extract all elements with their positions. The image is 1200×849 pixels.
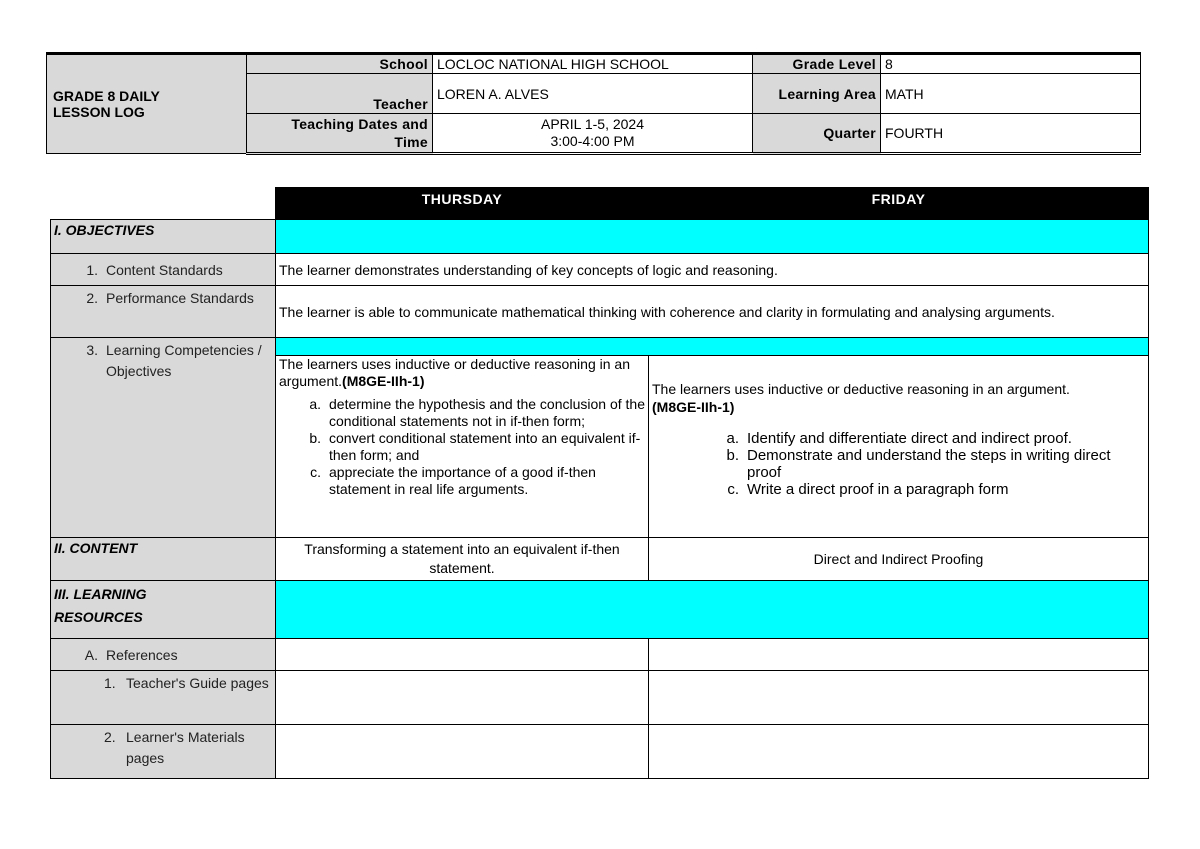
- references-marker: A.: [84, 646, 98, 663]
- performance-standards-label: [51, 286, 276, 338]
- log-title-line1: GRADE 8 DAILY: [53, 88, 160, 104]
- teaching-dates-label: [247, 114, 433, 154]
- log-title-line2: LESSON LOG: [53, 104, 145, 120]
- quarter-label: Quarter: [753, 114, 881, 154]
- teachers-guide-friday: [649, 671, 1149, 725]
- teacher-label: Teacher: [247, 74, 433, 114]
- list-item: [279, 430, 645, 464]
- corner-blank: [51, 188, 276, 220]
- competencies-thursday: [276, 356, 649, 538]
- teachers-guide-thursday: [276, 671, 649, 725]
- teachers-guide-label: [51, 671, 276, 725]
- teachers-guide-num: 1.: [104, 675, 116, 691]
- list-item-text: determine the hypothesis and the conclusion of the conditional statements not in if-then form;: [329, 396, 645, 429]
- list-item-text: convert conditional statement into an equivalent if-then form; and: [329, 430, 641, 463]
- competencies-num: 3.: [86, 342, 98, 358]
- list-item: [279, 396, 645, 430]
- content-standards-label: [51, 254, 276, 286]
- list-item-text: Identify and differentiate direct and indirect proof.: [747, 430, 1072, 447]
- grade-level-label: Grade Level: [753, 54, 881, 74]
- list-marker: c.: [310, 464, 321, 480]
- list-marker: a.: [309, 396, 321, 412]
- friday-competency-code: (M8GE-IIh-1): [652, 399, 735, 415]
- teaching-time-value: 3:00-4:00 PM: [550, 133, 635, 149]
- learning-area-value: MATH: [881, 74, 1141, 114]
- teaching-dates-label-line1: Teaching Dates and: [291, 116, 428, 132]
- list-item-text: Demonstrate and understand the steps in writing direct proof: [747, 447, 1111, 481]
- content-thursday: Transforming a statement into an equivalent if-then statement.: [276, 538, 649, 581]
- content-heading: II. CONTENT: [51, 538, 276, 581]
- competencies-highlight: [276, 338, 1149, 356]
- performance-standards-value: The learner is able to communicate mathematical thinking with coherence and clarity in formulating and analysing arguments.: [276, 286, 1149, 338]
- content-standards-text: Content Standards: [106, 261, 223, 278]
- grade-level-value: 8: [881, 54, 1141, 74]
- list-marker: b.: [309, 430, 321, 446]
- teaching-dates-value: [433, 114, 753, 154]
- references-thursday: [276, 639, 649, 671]
- list-marker: b.: [726, 447, 739, 464]
- content-friday: Direct and Indirect Proofing: [649, 538, 1149, 581]
- competencies-friday: [649, 356, 1149, 538]
- learners-materials-friday: [649, 725, 1149, 779]
- thursday-objectives-list: [279, 396, 645, 498]
- friday-intro-text: The learners uses inductive or deductive reasoning in an argument.: [652, 381, 1070, 397]
- competencies-thursday-intro: [279, 356, 645, 390]
- content-standards-num: 1.: [86, 261, 98, 278]
- learning-resources-heading: III. LEARNING RESOURCES: [51, 581, 276, 639]
- learners-materials-thursday: [276, 725, 649, 779]
- references-friday: [649, 639, 1149, 671]
- objectives-highlight: [276, 220, 1149, 254]
- quarter-value: FOURTH: [881, 114, 1141, 154]
- performance-standards-text: Performance Standards: [106, 290, 254, 306]
- learners-materials-label: [51, 725, 276, 779]
- learners-materials-num: 2.: [104, 729, 116, 745]
- competencies-label: [51, 338, 276, 538]
- school-label: School: [247, 54, 433, 74]
- day-header-friday: FRIDAY: [649, 188, 1149, 220]
- list-item: [652, 430, 1145, 447]
- competencies-text: Learning Competencies / Objectives: [106, 342, 262, 379]
- teaching-dates-value-line1: APRIL 1-5, 2024: [541, 116, 644, 132]
- thursday-intro-text: The learners uses inductive or deductive reasoning in an argument.: [279, 356, 630, 389]
- list-item: [652, 447, 1145, 481]
- lesson-log-table: [50, 187, 1149, 779]
- content-standards-value: The learner demonstrates understanding of key concepts of logic and reasoning.: [276, 254, 1149, 286]
- performance-standards-num: 2.: [86, 290, 98, 306]
- header-table: [46, 52, 1141, 155]
- teacher-value: LOREN A. ALVES: [433, 74, 753, 114]
- thursday-competency-code: (M8GE-IIh-1): [342, 373, 425, 389]
- day-header-thursday: THURSDAY: [276, 188, 649, 220]
- references-text: References: [106, 646, 178, 663]
- objectives-heading: I. OBJECTIVES: [51, 220, 276, 254]
- learning-resources-highlight: [276, 581, 1149, 639]
- list-item-text: Write a direct proof in a paragraph form: [747, 481, 1009, 498]
- learning-area-label: Learning Area: [753, 74, 881, 114]
- list-item: [279, 464, 645, 498]
- teaching-dates-label-line2: Time: [394, 134, 428, 150]
- list-marker: c.: [727, 481, 739, 498]
- list-marker: a.: [726, 430, 739, 447]
- friday-objectives-list: [652, 430, 1145, 498]
- list-item: [652, 481, 1145, 498]
- log-title: [47, 54, 247, 154]
- learners-materials-text: Learner's Materials pages: [126, 729, 245, 766]
- school-value: LOCLOC NATIONAL HIGH SCHOOL: [433, 54, 753, 74]
- references-label: [51, 639, 276, 671]
- teachers-guide-text: Teacher's Guide pages: [126, 675, 269, 691]
- competencies-friday-intro: [652, 380, 1145, 416]
- list-item-text: appreciate the importance of a good if-then statement in real life arguments.: [329, 464, 596, 497]
